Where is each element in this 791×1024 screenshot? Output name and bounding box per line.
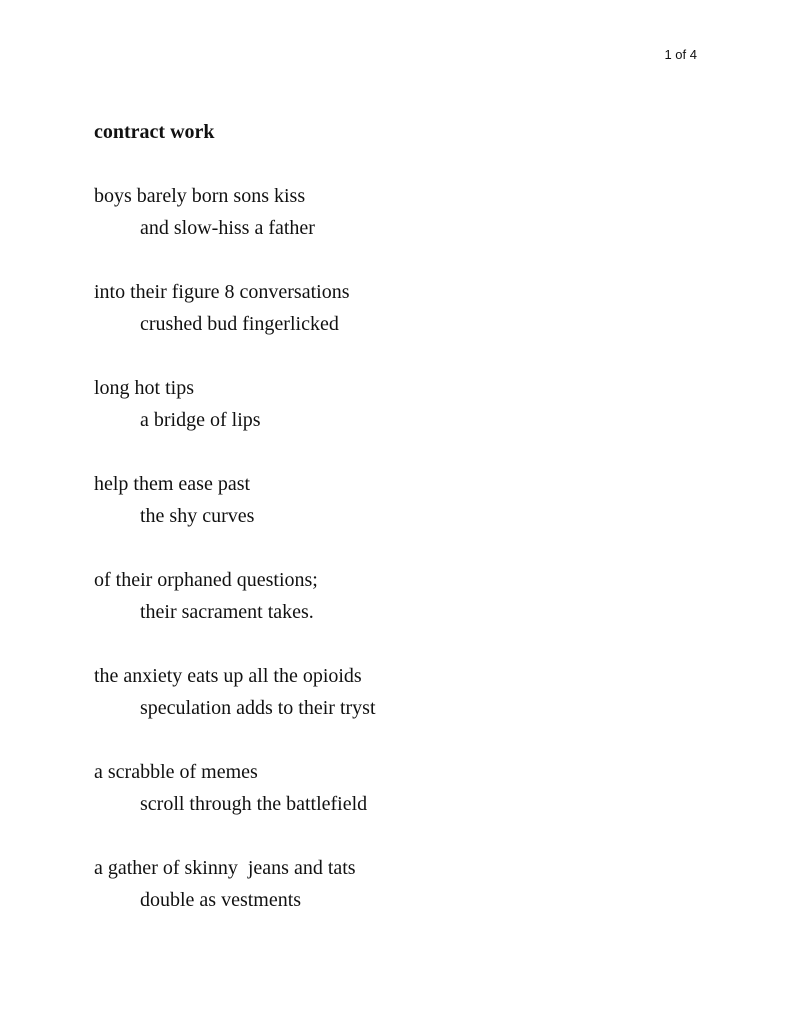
poem-line-indented: crushed bud fingerlicked bbox=[140, 313, 339, 335]
poem-title: contract work bbox=[94, 121, 215, 143]
poem-line: of their orphaned questions; bbox=[94, 569, 318, 591]
poem-line: the anxiety eats up all the opioids bbox=[94, 665, 362, 687]
poem-line: a gather of skinny jeans and tats bbox=[94, 857, 356, 879]
stanza bbox=[94, 180, 714, 244]
stanza bbox=[94, 756, 714, 820]
stanza bbox=[94, 852, 714, 916]
stanza bbox=[94, 372, 714, 436]
poem-line-indented: the shy curves bbox=[140, 505, 255, 527]
poem-line-indented: their sacrament takes. bbox=[140, 601, 314, 623]
poem-line-indented: scroll through the battlefield bbox=[140, 793, 368, 815]
poem-line-indented: double as vestments bbox=[140, 889, 302, 911]
poem-line-indented: speculation adds to their tryst bbox=[140, 697, 376, 719]
stanza bbox=[94, 660, 714, 724]
stanza bbox=[94, 276, 714, 340]
poem-line: a scrabble of memes bbox=[94, 761, 258, 783]
poem-line-indented: a bridge of lips bbox=[140, 409, 261, 431]
stanza bbox=[94, 564, 714, 628]
poem-line: long hot tips bbox=[94, 377, 195, 399]
poem-line-indented: and slow-hiss a father bbox=[140, 217, 315, 239]
poem-line: boys barely born sons kiss bbox=[94, 185, 306, 207]
poem-line: into their figure 8 conversations bbox=[94, 281, 350, 303]
poem-line: help them ease past bbox=[94, 473, 251, 495]
stanza bbox=[94, 468, 714, 532]
poem bbox=[94, 116, 714, 948]
page-number: 1 of 4 bbox=[664, 47, 697, 62]
